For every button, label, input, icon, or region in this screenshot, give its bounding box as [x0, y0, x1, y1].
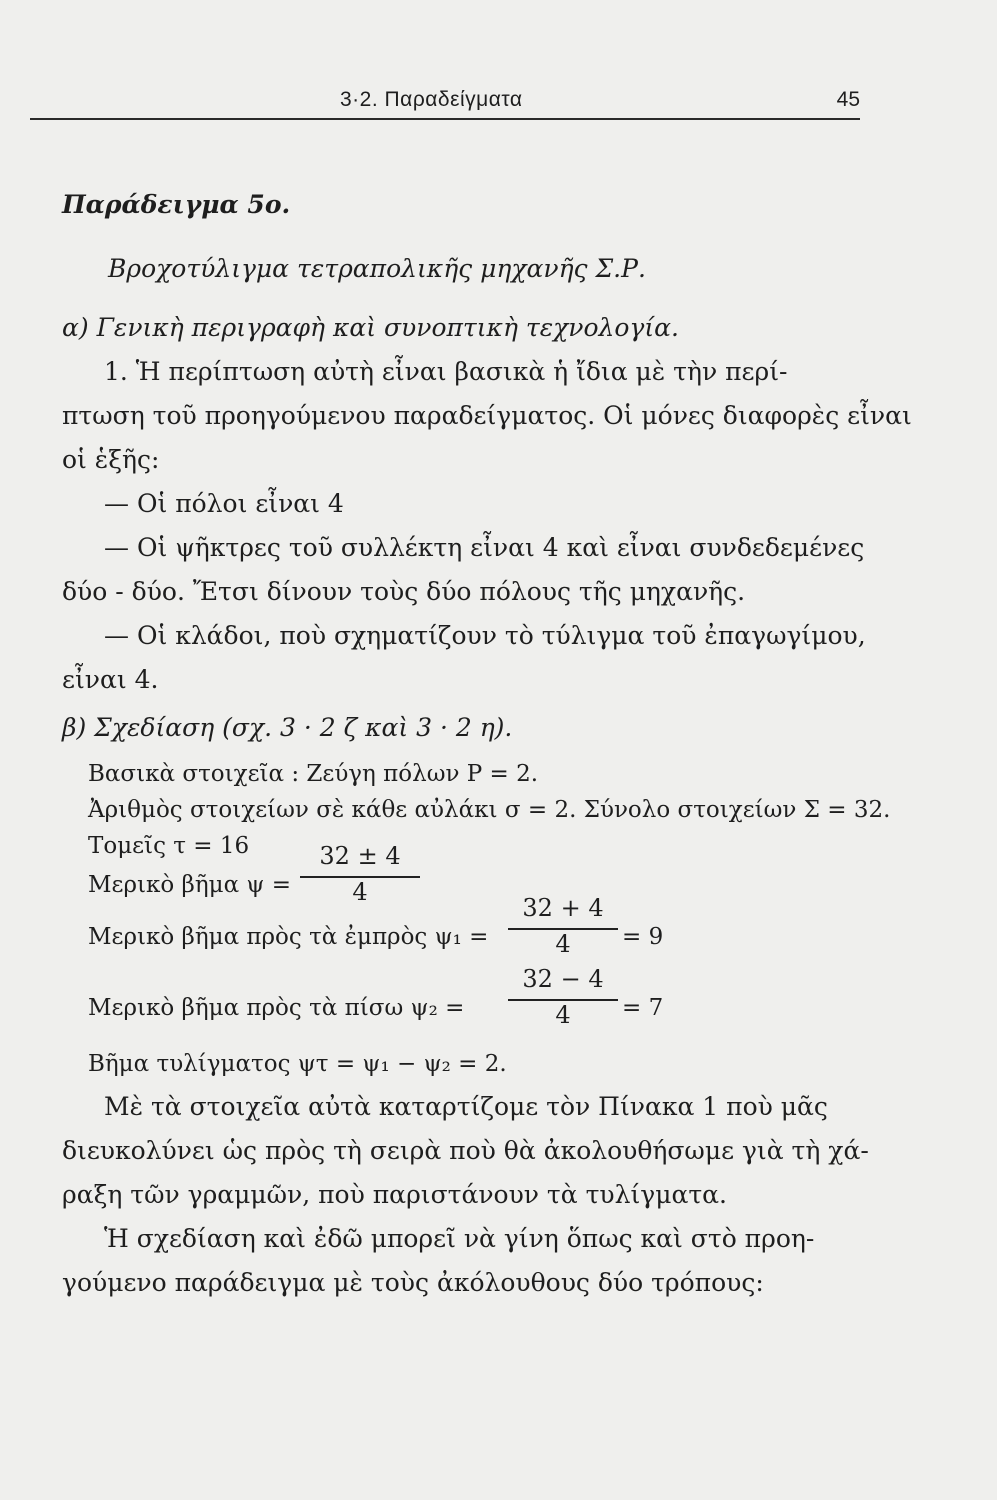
example-heading: Παράδειγμα 5ο. — [62, 190, 291, 219]
partial-pitch-numerator: 32 ± 4 — [319, 842, 401, 870]
winding-pitch-line: Βῆμα τυλίγματος ψτ = ψ₁ − ψ₂ = 2. — [88, 1051, 507, 1077]
partial-pitch-fraction — [300, 840, 420, 910]
paragraph-1-line-2: πτωση τοῦ προηγούμενου παραδείγματος. Οἱ μόνες διαφορὲς εἶναι — [62, 401, 912, 430]
paragraph-1-line-3: οἱ ἑξῆς: — [62, 445, 160, 474]
basic-elements-line: Βασικὰ στοιχεῖα : Ζεύγη πόλων Ρ = 2. — [88, 761, 539, 787]
paragraph-3-line-2: γούμενο παράδειγμα μὲ τοὺς ἀκόλουθους δύο τρόπους: — [62, 1268, 764, 1297]
header-rule — [30, 118, 860, 120]
backward-pitch-fraction — [508, 963, 618, 1033]
list-item-branches-line-2: εἶναι 4. — [62, 665, 159, 694]
elements-count-line: Ἀριθμὸς στοιχείων σὲ κάθε αὐλάκι σ = 2. Σύνολο στοιχείων Σ = 32. — [88, 797, 891, 823]
example-title: Βροχοτύλιγμα τετραπολικῆς μηχανῆς Σ.Ρ. — [108, 254, 646, 283]
header-section-title: 3·2. Παραδείγματα — [340, 88, 523, 111]
paragraph-3-line-1: Ἡ σχεδίαση καὶ ἐδῶ μπορεῖ νὰ γίνη ὅπως καὶ στὸ προη- — [104, 1224, 815, 1253]
forward-pitch-fraction — [508, 892, 618, 962]
sectors-line: Τομεῖς τ = 16 — [88, 833, 250, 859]
partial-pitch-label: Μερικὸ βῆμα ψ = — [88, 872, 292, 898]
list-item-branches-line-1: — Οἱ κλάδοι, ποὺ σχηματίζουν τὸ τύλιγμα τοῦ ἐπαγωγίμου, — [104, 621, 866, 650]
forward-pitch-numerator: 32 + 4 — [522, 894, 604, 922]
paragraph-2-line-2: διευκολύνει ὡς πρὸς τὴ σειρὰ ποὺ θὰ ἀκολουθήσωμε γιὰ τὴ χά- — [62, 1136, 869, 1165]
list-item-poles: — Οἱ πόλοι εἶναι 4 — [104, 489, 344, 518]
forward-pitch-denominator: 4 — [555, 930, 571, 958]
part-a-heading: α) Γενικὴ περιγραφὴ καὶ συνοπτικὴ τεχνολογία. — [62, 313, 679, 342]
partial-pitch-denominator: 4 — [352, 878, 368, 906]
list-item-brushes-line-1: — Οἱ ψῆκτρες τοῦ συλλέκτη εἶναι 4 καὶ εἶναι συνδεδεμένες — [104, 533, 865, 562]
backward-pitch-result: = 7 — [622, 995, 664, 1021]
running-header — [30, 88, 860, 112]
paragraph-2-line-3: ραξη τῶν γραμμῶν, ποὺ παριστάνουν τὰ τυλίγματα. — [62, 1180, 728, 1209]
page-number: 45 — [836, 88, 860, 111]
backward-pitch-label: Μερικὸ βῆμα πρὸς τὰ πίσω ψ₂ = — [88, 995, 465, 1021]
forward-pitch-result: = 9 — [622, 924, 664, 950]
paragraph-2-line-1: Μὲ τὰ στοιχεῖα αὐτὰ καταρτίζομε τὸν Πίνακα 1 ποὺ μᾶς — [104, 1092, 828, 1121]
backward-pitch-denominator: 4 — [555, 1001, 571, 1029]
paragraph-1-line-1: 1. Ἡ περίπτωση αὐτὴ εἶναι βασικὰ ἡ ἴδια μὲ τὴν περί- — [104, 357, 788, 386]
backward-pitch-numerator: 32 − 4 — [522, 965, 604, 993]
part-b-heading: β) Σχεδίαση (σχ. 3 · 2 ζ καὶ 3 · 2 η). — [62, 713, 513, 742]
list-item-brushes-line-2: δύο - δύο. Ἔτσι δίνουν τοὺς δύο πόλους τῆς μηχανῆς. — [62, 577, 746, 606]
forward-pitch-label: Μερικὸ βῆμα πρὸς τὰ ἐμπρὸς ψ₁ = — [88, 924, 489, 950]
